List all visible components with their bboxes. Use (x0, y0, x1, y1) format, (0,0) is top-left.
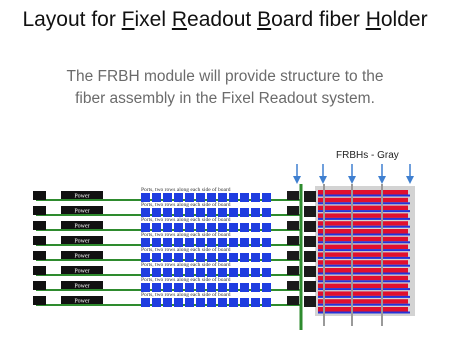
port-square (229, 223, 238, 232)
fiber-red (318, 276, 408, 281)
port-square (141, 238, 150, 247)
port-square (207, 193, 216, 202)
ports-label: Ports, two rows along each side of board (141, 262, 231, 268)
port-square (229, 268, 238, 277)
fiber-blue (318, 312, 410, 314)
port-square (141, 298, 150, 307)
fiber-red (318, 229, 408, 234)
fiber-blue (318, 288, 410, 290)
port-square (207, 223, 216, 232)
port-square (185, 268, 194, 277)
power-label: Power (74, 298, 90, 305)
port-square (251, 283, 260, 292)
board-connector (287, 236, 299, 245)
frbh-connector (304, 251, 316, 262)
fiber-red (318, 284, 408, 289)
port-square (229, 208, 238, 217)
fiber-blue (318, 234, 410, 236)
port-square (163, 298, 172, 307)
fiber-blue (318, 296, 410, 298)
title-part: R (171, 8, 188, 31)
port-square (185, 193, 194, 202)
title-part: F (121, 8, 135, 31)
port-square (141, 208, 150, 217)
port-square (218, 208, 227, 217)
port-square (240, 193, 249, 202)
fiber-red (318, 268, 408, 273)
port-square (251, 238, 260, 247)
title-part: H (365, 8, 381, 31)
port-square (251, 208, 260, 217)
port-square (196, 253, 205, 262)
power-label: Power (74, 253, 90, 260)
port-square (196, 238, 205, 247)
fiber-blue (318, 249, 410, 251)
port-square (229, 193, 238, 202)
port-square (240, 208, 249, 217)
frbh-connector (304, 206, 316, 217)
port-square (251, 268, 260, 277)
port-square (262, 193, 271, 202)
power-label: Power (74, 268, 90, 275)
port-square (262, 253, 271, 262)
port-square (196, 193, 205, 202)
io-label: IO (34, 223, 42, 231)
fiber-red (318, 221, 408, 226)
fiber-red (318, 299, 408, 304)
port-square (163, 283, 172, 292)
port-square (262, 238, 271, 247)
io-label: IO (34, 193, 42, 201)
fiber-red (318, 198, 408, 203)
port-square (174, 208, 183, 217)
port-square (174, 238, 183, 247)
frbh-connector (304, 221, 316, 232)
port-square (163, 268, 172, 277)
fiber-blue (318, 265, 410, 267)
fiber-red (318, 237, 408, 242)
port-square (141, 193, 150, 202)
power-label: Power (74, 223, 90, 230)
port-square (207, 253, 216, 262)
port-square (240, 253, 249, 262)
port-square (218, 283, 227, 292)
port-square (240, 238, 249, 247)
down-arrow-head (348, 176, 356, 184)
port-square (218, 298, 227, 307)
port-square (185, 208, 194, 217)
fiber-red (318, 190, 408, 195)
port-square (229, 298, 238, 307)
port-square (163, 238, 172, 247)
port-square (174, 298, 183, 307)
frbh-connector (304, 266, 316, 277)
port-square (163, 193, 172, 202)
power-label: Power (74, 283, 90, 290)
port-square (218, 268, 227, 277)
port-square (174, 223, 183, 232)
fiber-blue (318, 202, 410, 204)
port-square (240, 223, 249, 232)
port-square (163, 223, 172, 232)
port-square (207, 268, 216, 277)
port-square (174, 253, 183, 262)
fiber-red (318, 245, 408, 250)
ports-label: Ports, two rows along each side of board (141, 247, 231, 253)
fiber-red (318, 307, 408, 312)
slide-subtitle: The FRBH module will provide structure to the fiber assembly in the Fixel Readout system. (66, 68, 384, 107)
board-connector (287, 206, 299, 215)
fiber-red (318, 252, 408, 257)
board-connector (287, 191, 299, 200)
port-square (185, 238, 194, 247)
port-square (174, 193, 183, 202)
port-square (174, 268, 183, 277)
port-square (196, 268, 205, 277)
port-square (240, 298, 249, 307)
port-square (185, 253, 194, 262)
io-label: IO (34, 238, 42, 246)
port-square (152, 268, 161, 277)
io-label: IO (34, 283, 42, 291)
port-square (207, 238, 216, 247)
port-square (262, 223, 271, 232)
port-square (163, 208, 172, 217)
port-square (196, 208, 205, 217)
port-square (152, 238, 161, 247)
port-square (218, 223, 227, 232)
port-square (141, 283, 150, 292)
ports-label: Ports, two rows along each side of board (141, 217, 231, 223)
fiber-red (318, 213, 408, 218)
title-part: Layout for (22, 8, 122, 31)
board-connector (287, 296, 299, 305)
frbh-gray-label: FRBHs - Gray (336, 150, 399, 161)
port-square (152, 298, 161, 307)
fiber-blue (318, 241, 410, 243)
frbh-connector (304, 236, 316, 247)
port-square (196, 223, 205, 232)
io-label: IO (34, 253, 42, 261)
fiber-blue (318, 218, 410, 220)
power-label: Power (74, 208, 90, 215)
port-square (141, 253, 150, 262)
port-square (251, 223, 260, 232)
port-square (152, 208, 161, 217)
port-square (196, 298, 205, 307)
port-square (152, 193, 161, 202)
title-part: B (257, 8, 272, 31)
port-square (262, 208, 271, 217)
board-connector (287, 251, 299, 260)
fiber-blue (318, 226, 410, 228)
port-square (185, 298, 194, 307)
title-part: ixel (134, 8, 172, 31)
title-part: eadout (187, 8, 258, 31)
port-square (174, 283, 183, 292)
port-square (218, 193, 227, 202)
port-square (229, 283, 238, 292)
port-square (240, 268, 249, 277)
frbh-connector (304, 281, 316, 292)
port-square (152, 253, 161, 262)
port-square (262, 298, 271, 307)
frbh-connector (304, 296, 316, 307)
board-connector (287, 281, 299, 290)
ports-label: Ports, two rows along each side of board (141, 277, 231, 283)
port-square (207, 208, 216, 217)
port-square (218, 238, 227, 247)
port-square (207, 283, 216, 292)
board-connector (287, 266, 299, 275)
ports-label: Ports, two rows along each side of board (141, 232, 231, 238)
title-part: older (380, 8, 428, 31)
port-square (251, 193, 260, 202)
ports-label: Ports, two rows along each side of board (141, 202, 231, 208)
fiber-blue (318, 257, 410, 259)
down-arrow-head (319, 176, 327, 184)
port-square (251, 298, 260, 307)
port-square (185, 283, 194, 292)
port-square (251, 253, 260, 262)
port-square (141, 223, 150, 232)
down-arrow-head (293, 176, 301, 184)
port-square (229, 238, 238, 247)
port-square (240, 283, 249, 292)
fiber-blue (318, 195, 410, 197)
port-square (262, 283, 271, 292)
title-part: oard fiber (271, 8, 366, 31)
ports-label: Ports, two rows along each side of board (141, 292, 231, 298)
port-square (163, 253, 172, 262)
fiber-red (318, 260, 408, 265)
fiber-blue (318, 280, 410, 282)
fiber-red (318, 206, 408, 211)
power-label: Power (74, 238, 90, 245)
fiber-blue (318, 210, 410, 212)
port-square (218, 253, 227, 262)
fiber-blue (318, 273, 410, 275)
io-label: IO (34, 208, 42, 216)
fiber-red (318, 291, 408, 296)
port-square (262, 268, 271, 277)
fiber-blue (318, 304, 410, 306)
frbh-connector (304, 191, 316, 202)
down-arrow-head (378, 176, 386, 184)
port-square (196, 283, 205, 292)
board-connector (287, 221, 299, 230)
port-square (152, 223, 161, 232)
port-square (152, 283, 161, 292)
port-square (207, 298, 216, 307)
io-label: IO (34, 268, 42, 276)
port-square (185, 223, 194, 232)
port-square (141, 268, 150, 277)
io-label: IO (34, 298, 42, 306)
port-square (229, 253, 238, 262)
power-label: Power (74, 193, 90, 200)
ports-label: Ports, two rows along each side of board (141, 187, 231, 193)
down-arrow-head (406, 176, 414, 184)
